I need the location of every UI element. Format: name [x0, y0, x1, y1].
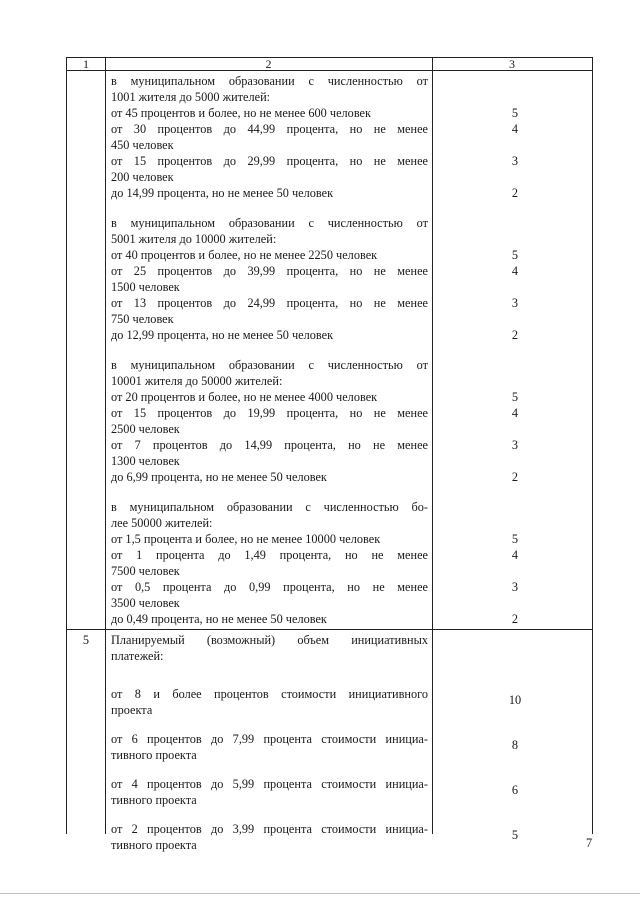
points-value: 8 [511, 738, 519, 752]
criterion-line: 1500 человек [111, 280, 180, 294]
criterion-line: от 20 процентов и более, но не менее 4000 человек [111, 390, 378, 404]
payment-criterion-line: тивного проекта [111, 793, 197, 807]
points-value: 4 [511, 548, 519, 562]
group-intro-line: в муниципальном образовании с численностью от [111, 74, 428, 88]
criterion-line: 200 человек [111, 170, 174, 184]
criterion-line: от 1 процента до 1,49 процента, но не менее [111, 548, 428, 562]
payment-criterion-line: проекта [111, 703, 153, 717]
points-value: 3 [511, 154, 519, 168]
criterion-line: 1300 человек [111, 454, 180, 468]
criterion-line: до 0,49 процента, но не менее 50 человек [111, 612, 327, 626]
section-number: 5 [82, 633, 90, 647]
points-value: 3 [511, 580, 519, 594]
points-value: 5 [511, 828, 519, 842]
section-title-line: Планируемый (возможный) объем инициативных [111, 633, 428, 647]
payment-criterion-line: от 4 процентов до 5,99 процента стоимости инициа- [111, 777, 428, 791]
points-value: 5 [511, 106, 519, 120]
table-header-row [67, 57, 592, 71]
points-value: 4 [511, 122, 519, 136]
points-value: 6 [511, 783, 519, 797]
section-title-line: платежей: [111, 649, 164, 663]
criterion-line: от 30 процентов до 44,99 процента, но не менее [111, 122, 428, 136]
points-value: 2 [511, 186, 519, 200]
criterion-line: до 12,99 процента, но не менее 50 человек [111, 328, 334, 342]
points-value: 2 [511, 470, 519, 484]
column-divider-2 [432, 57, 433, 834]
criterion-line: от 15 процентов до 29,99 процента, но не менее [111, 154, 428, 168]
criterion-line: 7500 человек [111, 564, 180, 578]
group-intro-line: в муниципальном образовании с численностью от [111, 358, 428, 372]
points-value: 5 [511, 532, 519, 546]
group-intro-line: в муниципальном образовании с численностью бо- [111, 500, 428, 514]
criterion-line: до 14,99 процента, но не менее 50 человек [111, 186, 334, 200]
points-value: 5 [511, 390, 519, 404]
group-intro-line: лее 50000 жителей: [111, 516, 213, 530]
points-value: 5 [511, 248, 519, 262]
header-col-2: 2 [265, 57, 272, 71]
criterion-line: от 13 процентов до 24,99 процента, но не менее [111, 296, 428, 310]
points-value: 10 [508, 693, 522, 707]
points-value: 2 [511, 612, 519, 626]
section-separator [67, 629, 592, 630]
group-intro-line: 5001 жителя до 10000 жителей: [111, 232, 277, 246]
criterion-line: от 25 процентов до 39,99 процента, но не менее [111, 264, 428, 278]
payment-criterion-line: от 6 процентов до 7,99 процента стоимости инициа- [111, 732, 428, 746]
group-intro-line: в муниципальном образовании с численностью от [111, 216, 428, 230]
header-col-1: 1 [83, 57, 89, 71]
points-value: 2 [511, 328, 519, 342]
payment-criterion-line: тивного проекта [111, 838, 197, 852]
criterion-line: от 7 процентов до 14,99 процента, но не менее [111, 438, 428, 452]
points-value: 3 [511, 296, 519, 310]
criterion-line: 450 человек [111, 138, 174, 152]
group-intro-line: 10001 жителя до 50000 жителей: [111, 374, 283, 388]
column-divider-1 [105, 57, 106, 834]
criterion-line: от 15 процентов до 19,99 процента, но не менее [111, 406, 428, 420]
criterion-line: до 6,99 процента, но не менее 50 человек [111, 470, 327, 484]
criterion-line: 2500 человек [111, 422, 180, 436]
criterion-line: 3500 человек [111, 596, 180, 610]
points-value: 4 [511, 264, 519, 278]
criterion-line: от 1,5 процента и более, но не менее 10000 человек [111, 532, 381, 546]
criteria-table [66, 57, 593, 852]
criterion-line: от 0,5 процента до 0,99 процента, но не менее [111, 580, 428, 594]
criterion-line: от 40 процентов и более, но не менее 2250 человек [111, 248, 378, 262]
criterion-line: от 45 процентов и более, но не менее 600 человек [111, 106, 371, 120]
payment-criterion-line: от 8 и более процентов стоимости инициативного [111, 687, 428, 701]
page-number: 7 [586, 836, 593, 850]
group-intro-line: 1001 жителя до 5000 жителей: [111, 90, 271, 104]
payment-criterion-line: от 2 процентов до 3,99 процента стоимости инициа- [111, 822, 428, 836]
points-value: 4 [511, 406, 519, 420]
payment-criterion-line: тивного проекта [111, 748, 197, 762]
points-value: 3 [511, 438, 519, 452]
header-col-3: 3 [509, 57, 515, 71]
scan-edge-line [0, 893, 640, 894]
criterion-line: 750 человек [111, 312, 174, 326]
